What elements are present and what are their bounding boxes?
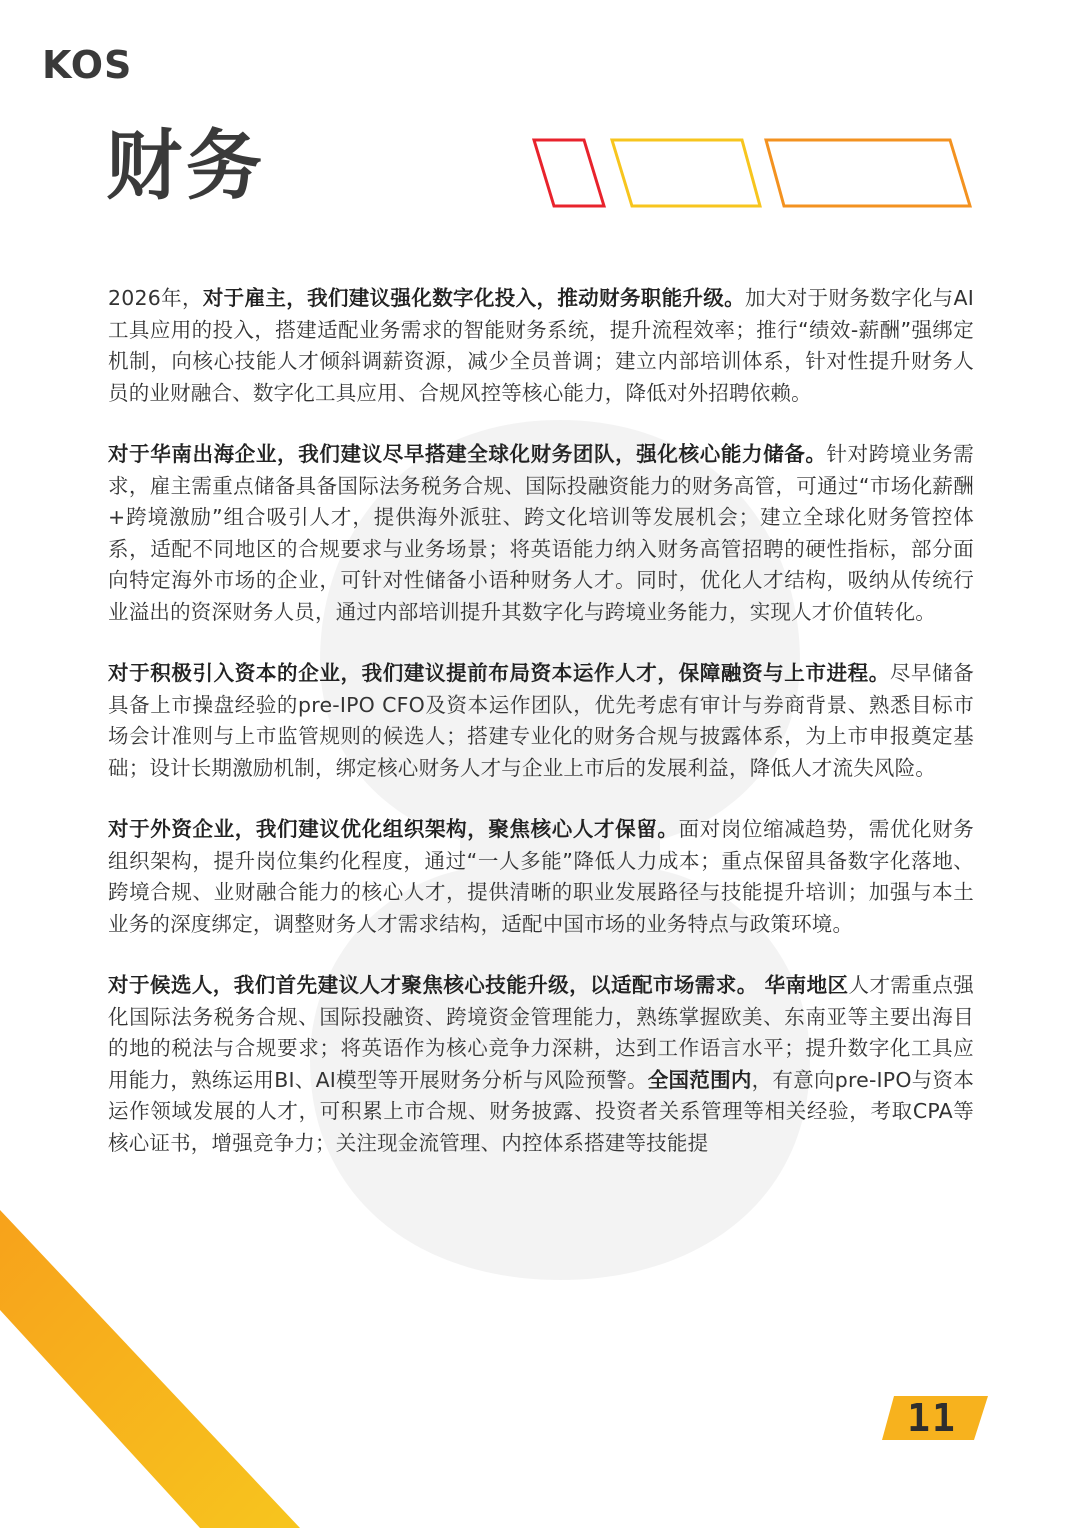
bold-text-run: 对于华南出海企业，我们建议尽早搭建全球化财务团队，强化核心能力储备。	[108, 442, 827, 466]
text-run: 尽早储备具备上市操盘经验的pre-IPO CFO及资本运作团队，优先考虑有审计与券商背景、熟悉目标市场会计准则与上市监管规则的候选人；搭建专业化的财务合规与披露体系，为上市申报奠定基础；设计长期激励机制，绑定核心财务人才与企业上市后的发展利益，降低人才流失风险。	[108, 661, 974, 780]
body-content	[108, 283, 974, 1189]
bold-text-run: 全国范围内	[647, 1067, 752, 1092]
text-run: 2026年，	[108, 286, 203, 310]
paragraph	[108, 283, 974, 409]
page-title: 财务	[106, 121, 266, 210]
yellow-parallelogram	[612, 140, 760, 206]
text-run	[758, 973, 765, 997]
page-number: 11	[907, 1396, 957, 1440]
paragraph	[108, 439, 974, 628]
bold-text-run: 对于候选人，我们首先建议人才聚焦核心技能升级，以适配市场需求。	[108, 973, 758, 997]
paragraph	[108, 970, 974, 1159]
text-run: 面对岗位缩减趋势，需优化财务组织架构，提升岗位集约化程度，通过“一人多能”降低人力成本；重点保留具备数字化落地、跨境合规、业财融合能力的核心人才，提供清晰的职业发展路径与技能提升培训；加强与本土业务的深度绑定，调整财务人才需求结构，适配中国市场的业务特点与政策环境。	[108, 817, 974, 936]
corner-decorative-stripe	[0, 1200, 320, 1528]
paragraph	[108, 814, 974, 940]
bold-text-run: 对于雇主，我们建议强化数字化投入，推动财务职能升级。	[202, 286, 745, 310]
text-run: 针对跨境业务需求，雇主需重点储备具备国际法务税务合规、国际投融资能力的财务高管，可通过“市场化薪酬+跨境激励”组合吸引人才，提供海外派驻、跨文化培训等发展机会；建立全球化财务管控体系，适配不同地区的合规要求与业务场景；将英语能力纳入财务高管招聘的硬性指标，部分面向特定海外市场的企业，可针对性储备小语种财务人才。同时，优化人才结构，吸纳从传统行业溢出的资深财务人员，通过内部培训提升其数字化与跨境业务能力，实现人才价值转化。	[108, 442, 974, 624]
bold-text-run: 对于积极引入资本的企业，我们建议提前布局资本运作人才，保障融资与上市进程。	[108, 661, 890, 685]
paragraph	[108, 658, 974, 784]
text-run: 人才需重点强化国际法务税务合规、国际投融资、跨境资金管理能力，熟练掌握欧美、东南亚等主要出海目的地的税法与合规要求；将英语作为核心竞争力深耕，达到工作语言水平；提升数字化工具应用能力，熟练运用BI、AI模型等开展财务分析与风险预警。	[108, 973, 975, 1092]
text-run: ，有意向pre-IPO与资本运作领域发展的人才，可积累上市合规、财务披露、投资者关系管理等相关经验，考取CPA等核心证书，增强竞争力；关注现金流管理、内控体系搭建等技能提	[108, 1067, 975, 1155]
kos-logo: KOS	[42, 43, 133, 87]
orange-parallelogram	[766, 140, 970, 206]
text-run: 加大对于财务数字化与AI工具应用的投入，搭建适配业务需求的智能财务系统，提升流程效率；推行“绩效-薪酬”强绑定机制，向核心技能人才倾斜调薪资源，减少全员普调；建立内部培训体系，针对性提升财务人员的业财融合、数字化工具应用、合规风控等核心能力，降低对外招聘依赖。	[108, 286, 974, 405]
decorative-parallelograms	[528, 136, 978, 212]
bold-text-run: 华南地区	[764, 973, 849, 997]
red-parallelogram	[534, 140, 604, 206]
bold-text-run: 对于外资企业，我们建议优化组织架构，聚焦核心人才保留。	[108, 817, 679, 841]
